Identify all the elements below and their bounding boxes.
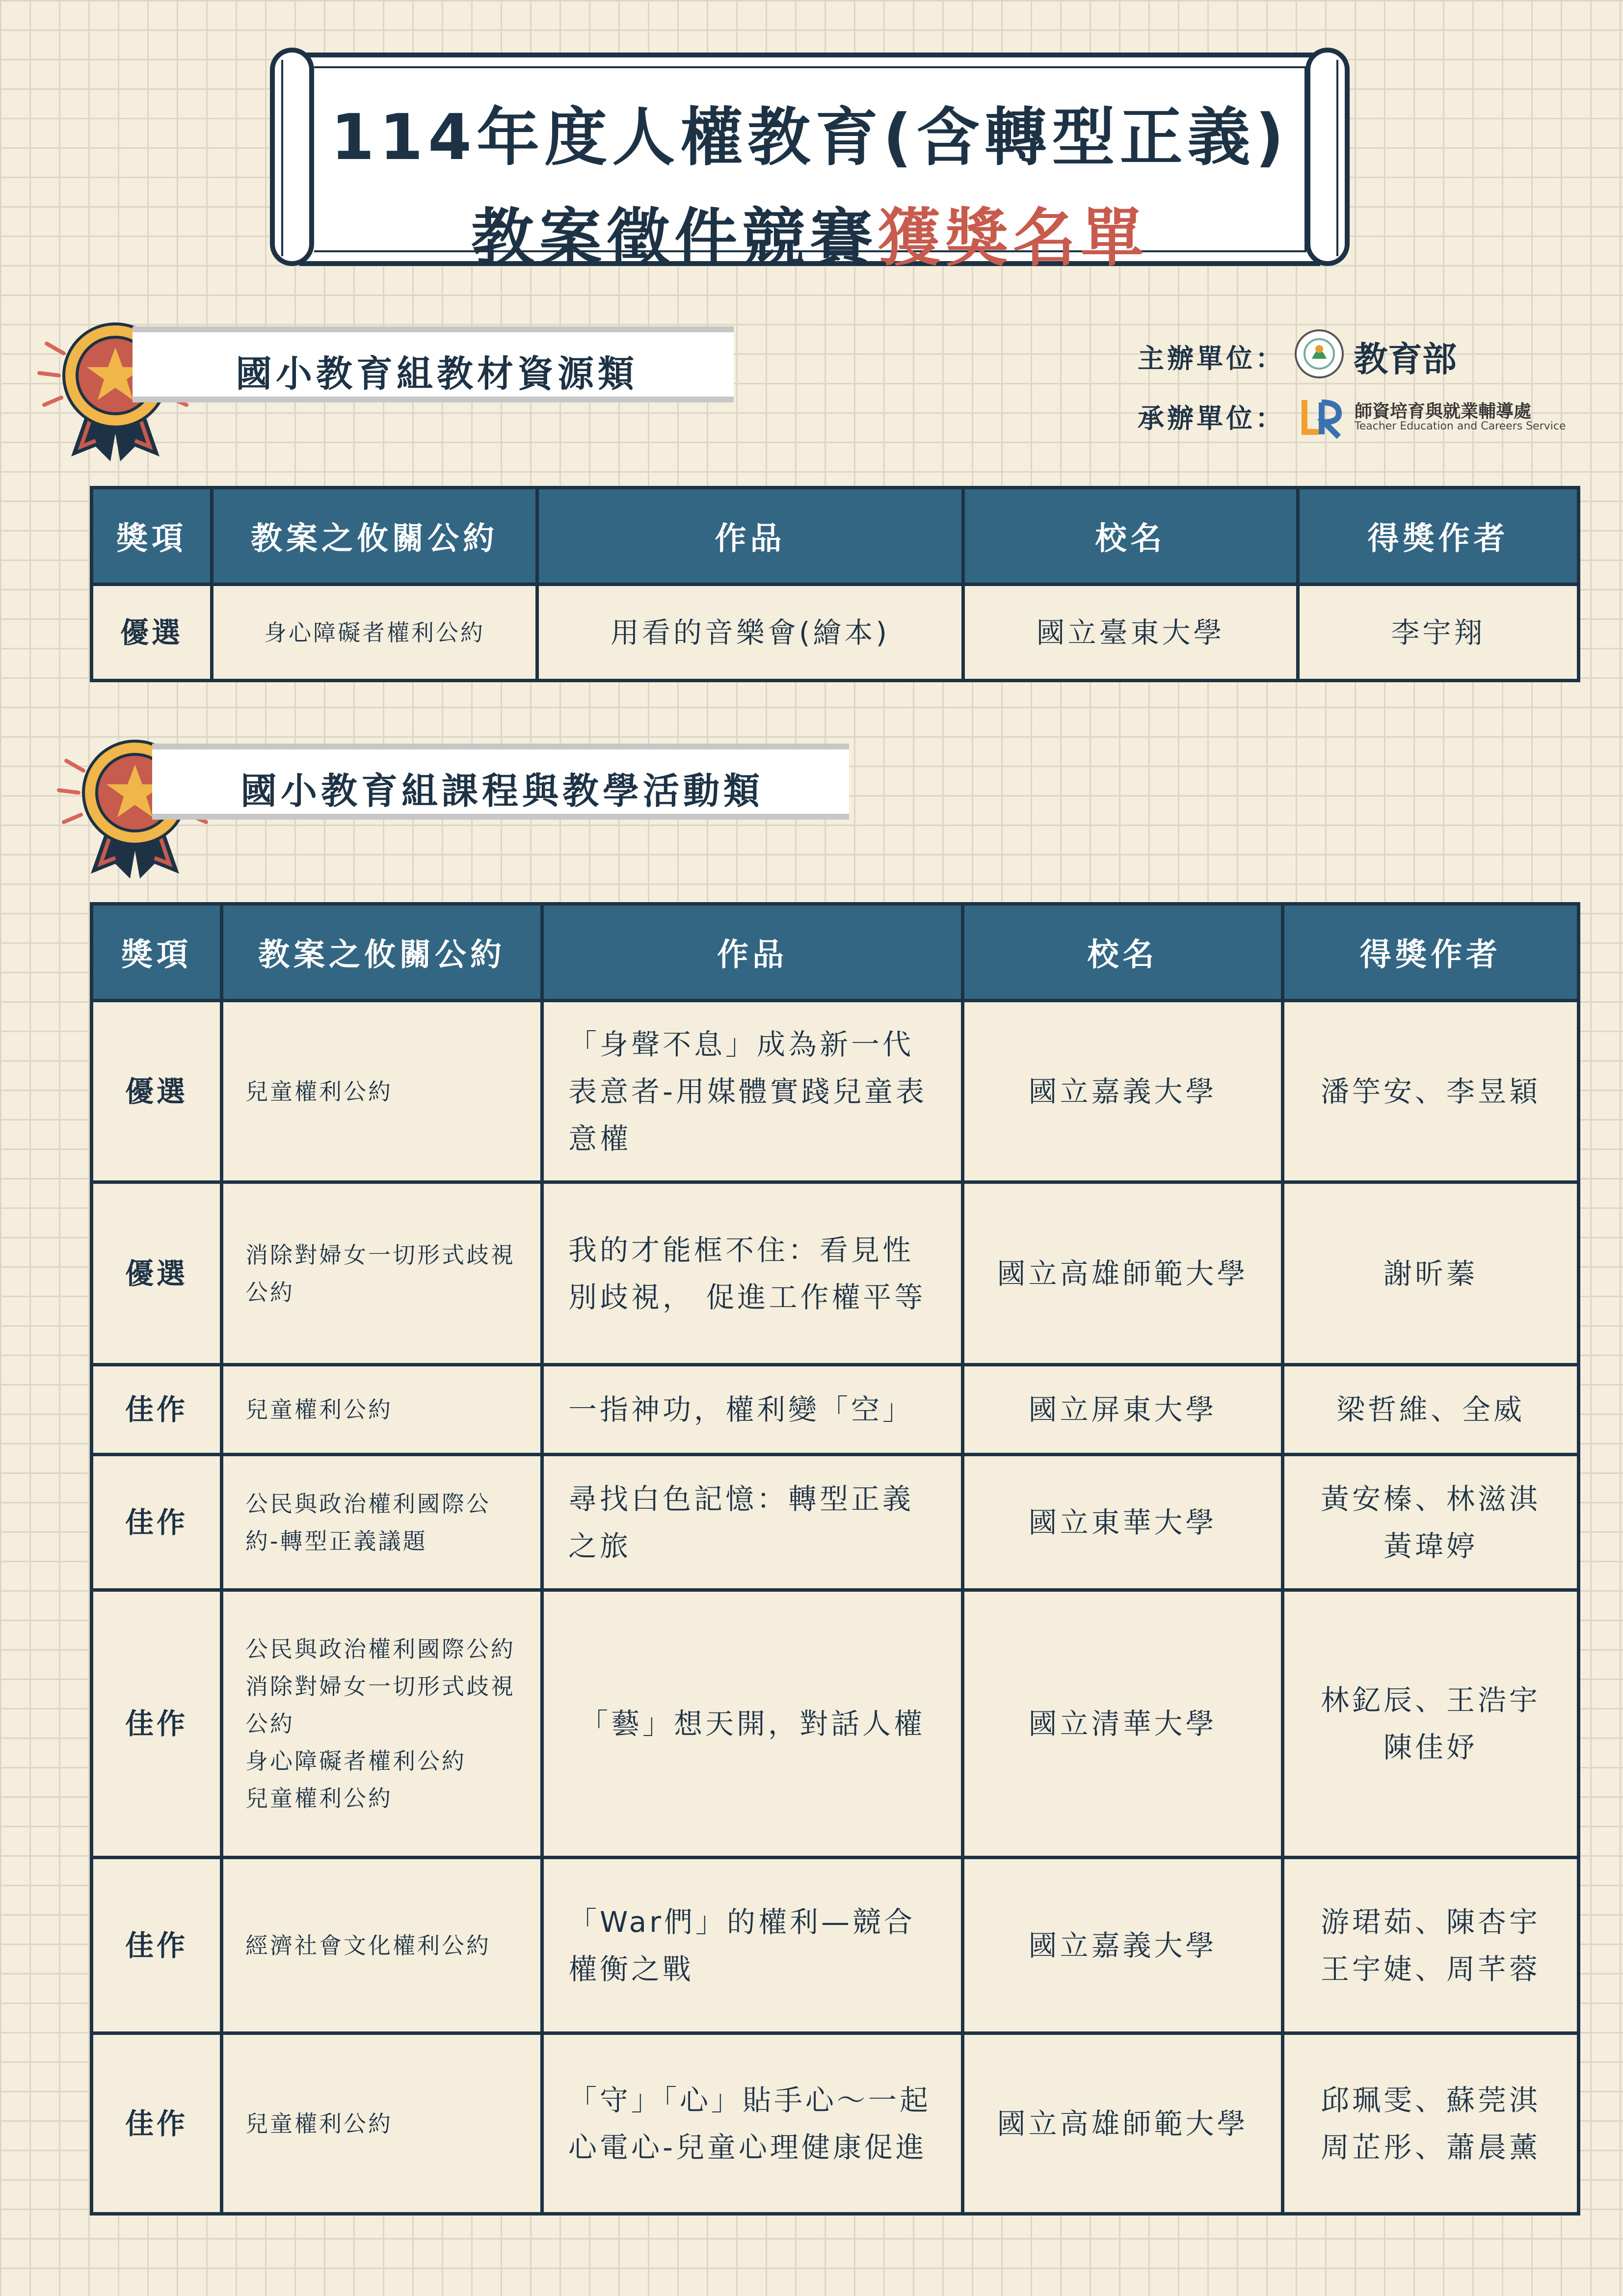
treaty-cell: 兒童權利公約 <box>222 1365 542 1455</box>
school-cell: 國立東華大學 <box>963 1455 1283 1590</box>
header-award: 獎項 <box>92 488 212 585</box>
treaty-cell: 消除對婦女一切形式歧視公約 <box>222 1182 542 1365</box>
executor-name-en: Teacher Education and Careers Service <box>1355 420 1566 432</box>
host-label: 主辦單位： <box>1138 343 1285 374</box>
award-cell: 佳作 <box>92 1590 222 1858</box>
author-line: 陳佳妤 <box>1383 1731 1478 1764</box>
treaty-cell: 經濟社會文化權利公約 <box>222 1858 542 2033</box>
table-row <box>92 585 1579 681</box>
section1-table <box>90 486 1580 682</box>
header-work: 作品 <box>537 488 963 585</box>
ministry-of-education-logo-icon <box>1292 327 1346 381</box>
table-header-row <box>92 488 1579 585</box>
table-header-row <box>92 904 1579 1001</box>
school-cell: 國立高雄師範大學 <box>963 1182 1283 1365</box>
header-award: 獎項 <box>92 904 222 1001</box>
award-cell: 優選 <box>92 1182 222 1365</box>
treaty-cell <box>222 1590 542 1858</box>
treaty-line: 身心障礙者權利公約 <box>245 1748 466 1774</box>
award-cell: 佳作 <box>92 1455 222 1590</box>
table-row <box>92 1182 1579 1365</box>
award-cell: 優選 <box>92 585 212 681</box>
title-banner <box>267 40 1352 276</box>
treaty-line: 兒童權利公約 <box>245 1785 393 1812</box>
author-line: 謝昕蓁 <box>1383 1256 1478 1290</box>
executor-label: 承辦單位： <box>1138 403 1285 434</box>
award-cell: 佳作 <box>92 2033 222 2214</box>
host-name: 教育部 <box>1354 339 1457 379</box>
treaty-cell: 兒童權利公約 <box>222 1001 542 1182</box>
work-cell: 用看的音樂會(繪本) <box>537 585 963 681</box>
table-row <box>92 1858 1579 2033</box>
authors-cell <box>1283 2033 1579 2214</box>
work-cell: 「身聲不息」成為新一代表意者-用媒體實踐兒童表意權 <box>542 1001 963 1182</box>
work-cell: 一指神功，權利變「空」 <box>542 1365 963 1455</box>
award-cell: 佳作 <box>92 1858 222 2033</box>
header-treaty: 教案之攸關公約 <box>212 488 537 585</box>
authors-cell <box>1283 1455 1579 1590</box>
section2-table <box>90 902 1580 2216</box>
work-cell: 「藝」想天開，對話人權 <box>542 1590 963 1858</box>
authors-cell: 李宇翔 <box>1298 585 1579 681</box>
treaty-line: 公民與政治權利國際公約 <box>245 1636 515 1662</box>
authors-cell <box>1283 1001 1579 1182</box>
table-row <box>92 2033 1579 2214</box>
school-cell: 國立清華大學 <box>963 1590 1283 1858</box>
header-school: 校名 <box>963 904 1283 1001</box>
author-line: 王宇婕、周芊蓉 <box>1320 1952 1541 1986</box>
award-cell: 佳作 <box>92 1365 222 1455</box>
page-title-line2 <box>267 187 1352 278</box>
header-work: 作品 <box>542 904 963 1001</box>
authors-cell <box>1283 1590 1579 1858</box>
header-school: 校名 <box>963 488 1298 585</box>
work-cell: 「War們」的權利—競合權衡之戰 <box>542 1858 963 2033</box>
author-line: 邱珮雯、蘇莞淇 <box>1320 2083 1541 2117</box>
table-row <box>92 1365 1579 1455</box>
header-treaty: 教案之攸關公約 <box>222 904 542 1001</box>
title-accent: 獲獎名單 <box>878 202 1149 275</box>
author-line: 梁哲維、全威 <box>1336 1393 1525 1426</box>
work-cell: 「守」「心」貼手心～一起心電心-兒童心理健康促進 <box>542 2033 963 2214</box>
section2-title: 國小教育組課程與教學活動類 <box>240 770 764 812</box>
section1-title: 國小教育組教材資源類 <box>236 353 638 395</box>
author-line: 黃瑋婷 <box>1383 1529 1478 1563</box>
work-cell: 我的才能框不住：看見性別歧視， 促進工作權平等 <box>542 1182 963 1365</box>
treaty-cell: 公民與政治權利國際公約-轉型正義議題 <box>222 1455 542 1590</box>
table-row <box>92 1001 1579 1182</box>
author-line: 林釔辰、王浩宇 <box>1320 1683 1541 1717</box>
work-cell: 尋找白色記憶：轉型正義之旅 <box>542 1455 963 1590</box>
authors-cell <box>1283 1182 1579 1365</box>
author-line: 游珺茹、陳杏宇 <box>1320 1905 1541 1939</box>
author-line: 周芷彤、蕭晨薰 <box>1320 2130 1541 2164</box>
title-main: 教案徵件競賽 <box>471 202 878 275</box>
school-cell: 國立屏東大學 <box>963 1365 1283 1455</box>
school-cell: 國立臺東大學 <box>963 585 1298 681</box>
author-line: 潘竽安、李昱穎 <box>1320 1074 1541 1108</box>
treaty-cell: 身心障礙者權利公約 <box>212 585 537 681</box>
teacher-education-logo-icon <box>1297 393 1346 442</box>
page-title-line1: 114年度人權教育(含轉型正義) <box>330 101 1289 174</box>
table-row <box>92 1590 1579 1858</box>
authors-cell <box>1283 1365 1579 1455</box>
school-cell: 國立嘉義大學 <box>963 1858 1283 2033</box>
header-authors: 得獎作者 <box>1283 904 1579 1001</box>
author-line: 黃安榛、林滋淇 <box>1320 1482 1541 1516</box>
header-authors: 得獎作者 <box>1298 488 1579 585</box>
school-cell: 國立高雄師範大學 <box>963 2033 1283 2214</box>
authors-cell <box>1283 1858 1579 2033</box>
executor-name: 師資培育與就業輔導處 <box>1355 401 1532 422</box>
table-row <box>92 1455 1579 1590</box>
award-cell: 優選 <box>92 1001 222 1182</box>
treaty-cell: 兒童權利公約 <box>222 2033 542 2214</box>
school-cell: 國立嘉義大學 <box>963 1001 1283 1182</box>
treaty-line: 消除對婦女一切形式歧視公約 <box>245 1673 515 1737</box>
